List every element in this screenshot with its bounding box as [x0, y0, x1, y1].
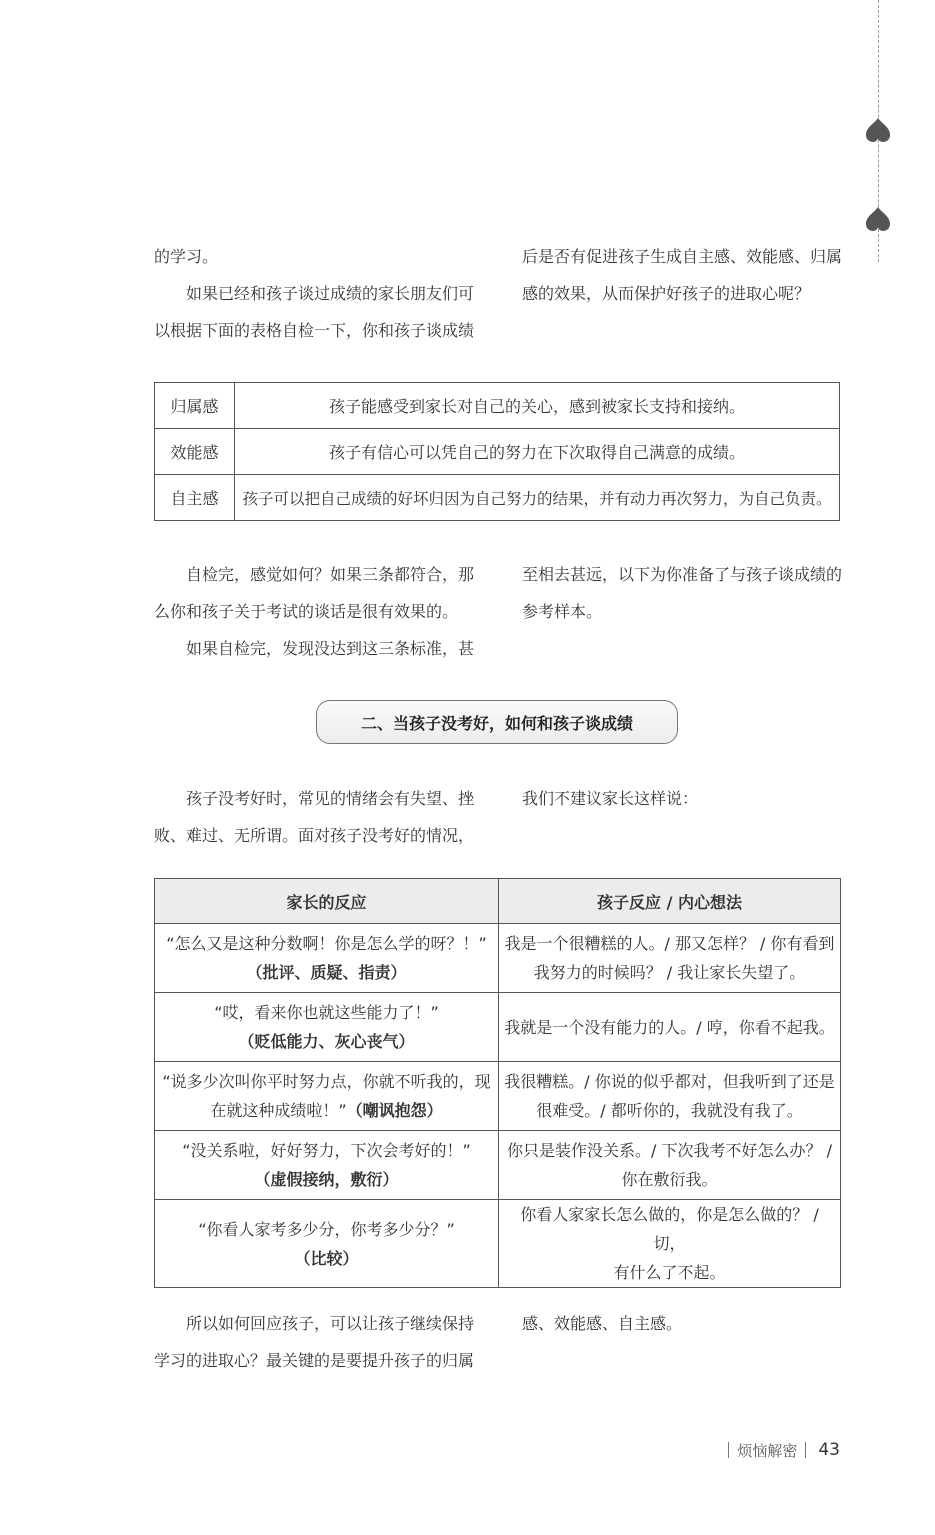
divider: [728, 1442, 729, 1458]
column-header: 家长的反应: [155, 879, 499, 924]
parent-response-type: （批评、质疑、指责）: [246, 963, 407, 982]
table-row: [155, 383, 840, 429]
paragraph-line: 感的效果，从而保护好孩子的进取心呢？: [522, 284, 811, 303]
criterion-name: 效能感: [155, 429, 235, 475]
table-row: [155, 1131, 841, 1200]
parent-response-type: （比较）: [294, 1248, 359, 1268]
section-heading: 二、当孩子没考好，如何和孩子谈成绩: [316, 700, 678, 744]
child-thought-line: 我是一个很糟糕的人。/ 那又怎样？ / 你有看到: [504, 934, 835, 953]
divider: [805, 1442, 806, 1458]
intro-right-column: [522, 238, 842, 312]
criterion-description: 孩子能感受到家长对自己的关心，感到被家长支持和接纳。: [235, 383, 840, 429]
parent-quote-continued: [159, 1096, 494, 1125]
table-header-row: [155, 879, 841, 924]
paragraph-line: 至相去甚远，以下为你准备了与孩子谈成绩的: [522, 565, 843, 584]
closing-left-column: [154, 1305, 474, 1379]
after-check-right-column: [522, 556, 842, 630]
heart-icon: [864, 116, 892, 144]
paragraph-line: 学习的进取心？最关键的是要提升孩子的归属: [154, 1351, 475, 1370]
table-row: [155, 1200, 841, 1288]
response-table: [154, 878, 841, 1288]
child-thought-line: 你看人家家长怎么做的，你是怎么做的？ / 切，: [520, 1205, 819, 1253]
child-thought-line: 你只是装作没关系。/ 下次我考不好怎么办？ /: [507, 1141, 832, 1160]
paragraph-line: 如果自检完，发现没达到这三条标准，甚: [186, 639, 475, 658]
child-response-cell: [499, 1131, 841, 1200]
paragraph-line: 如果已经和孩子谈过成绩的家长朋友们可: [186, 284, 475, 303]
criterion-name: 自主感: [155, 475, 235, 521]
intro-left-column: [154, 238, 474, 349]
child-thought-line: 我就是一个没有能力的人。/ 哼，你看不起我。: [504, 1017, 835, 1037]
parent-quote: “没关系啦，好好努力，下次会考好的！”: [182, 1141, 471, 1160]
parent-response-cell: [155, 924, 499, 993]
paragraph-line: 我们不建议家长这样说：: [522, 789, 699, 808]
after-check-left-column: [154, 556, 474, 667]
page-footer: [700, 1438, 840, 1462]
paragraph-line: 以根据下面的表格自检一下，你和孩子谈成绩: [154, 321, 475, 340]
heart-icon: [864, 205, 892, 233]
parent-response-cell: [155, 1062, 499, 1131]
closing-right-column: [522, 1305, 842, 1342]
child-response-cell: [499, 924, 841, 993]
criterion-description: 孩子可以把自己成绩的好坏归因为自己努力的结果，并有动力再次努力，为自己负责。: [235, 475, 840, 521]
paragraph-line: 感、效能感、自主感。: [522, 1314, 683, 1333]
paragraph-line: 参考样本。: [522, 602, 603, 621]
parent-response-cell: [155, 1131, 499, 1200]
parent-response-type: （贬低能力、灰心丧气）: [238, 1032, 415, 1051]
parent-quote: “你看人家考多少分，你考多少分？”: [198, 1219, 455, 1239]
self-check-table: [154, 382, 840, 521]
child-thought-line: 我很糟糕。/ 你说的似乎都对，但我听到了还是: [504, 1072, 835, 1091]
paragraph-line: 自检完，感觉如何？如果三条都符合，那: [186, 565, 475, 584]
child-response-cell: [499, 1200, 841, 1288]
paragraph-line: 孩子没考好时，常见的情绪会有失望、挫: [186, 789, 475, 808]
child-thought-line: 有什么了不起。: [613, 1263, 726, 1282]
parent-quote: “说多少次叫你平时努力点，你就不听我的，现: [162, 1072, 491, 1091]
parent-quote: “哎，看来你也就这些能力了！”: [214, 1003, 439, 1022]
parent-response-cell: [155, 993, 499, 1062]
section-intro-left-column: [154, 780, 474, 854]
paragraph-line: 败、难过、无所谓。面对孩子没考好的情况，: [154, 826, 475, 845]
child-response-cell: [499, 993, 841, 1062]
parent-response-cell: [155, 1200, 499, 1288]
column-header: 孩子反应 / 内心想法: [499, 879, 841, 924]
book-title: 烦恼解密: [737, 1441, 798, 1460]
child-thought-line: 很难受。/ 都听你的，我就没有我了。: [536, 1101, 803, 1120]
table-row: [155, 475, 840, 521]
parent-response-type: （虚假接纳，敷衍）: [254, 1170, 399, 1189]
table-row: [155, 1062, 841, 1131]
paragraph-line: 的学习。: [154, 247, 219, 266]
parent-quote-end: 在就这种成绩啦！”: [210, 1101, 347, 1120]
paragraph-line: 所以如何回应孩子，可以让孩子继续保持: [186, 1314, 475, 1333]
paragraph-line: 么你和孩子关于考试的谈话是很有效果的。: [154, 602, 459, 621]
table-row: [155, 429, 840, 475]
criterion-name: 归属感: [155, 383, 235, 429]
paragraph-line: 后是否有促进孩子生成自主感、效能感、归属: [522, 247, 843, 266]
table-row: [155, 993, 841, 1062]
section-intro-right-column: [522, 780, 842, 817]
parent-quote: “怎么又是这种分数啊！你是怎么学的呀？！”: [166, 934, 487, 953]
child-thought-line: 你在敷衍我。: [621, 1170, 718, 1189]
child-response-cell: [499, 1062, 841, 1131]
child-thought-line: 我努力的时候吗？ / 我让家长失望了。: [533, 963, 806, 982]
page-number: 43: [818, 1440, 840, 1460]
parent-response-type: （嘲讽抱怨）: [346, 1101, 443, 1120]
table-row: [155, 924, 841, 993]
criterion-description: 孩子有信心可以凭自己的努力在下次取得自己满意的成绩。: [235, 429, 840, 475]
